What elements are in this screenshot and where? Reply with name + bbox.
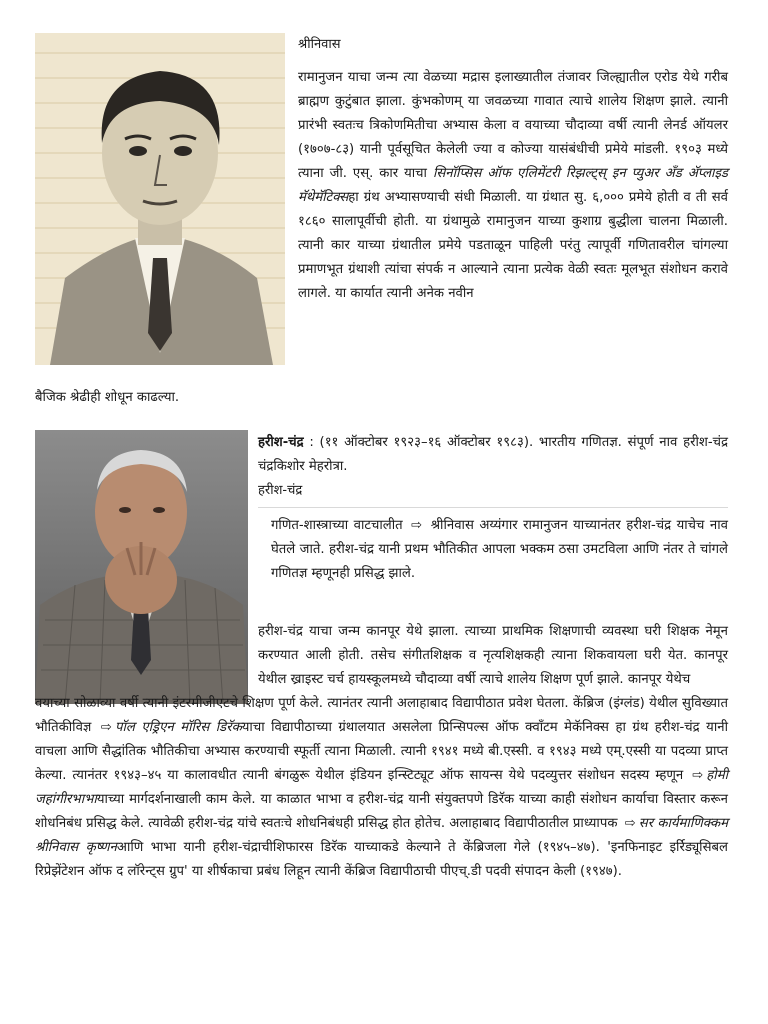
harish-chandra-header [258,431,728,479]
harish-chandra-name: हरीश-चंद्र [258,435,304,450]
bhabha-link[interactable]: होमी जहांगीरभाभा [35,768,729,807]
link-arrow-icon: ⇨ [100,720,112,735]
para-b-part2: याचा विद्यापीठाच्या ग्रंथालयात असलेला प्रिन्सिपल्स ऑफ क्वॉंटम मेकॅनिक्स हा ग्रंथ हरीश-चंद्र यानी वाचला आणि सैद्धांतिक भौतिकीचा अभ्यास करण्याची स्फूर्ती त्याना मिळाली. त्यानी १९४१ मध्ये बी.एस्सी. व १९४३ मध्ये एम्.एस्सी या पदव्या प्राप्त केल्या. त्यानंतर १९४३–४५ या कालावधीत त्यानी बंगळुरू येथील इंडियन इन्स्टिट्यूट ऑफ सायन्स येथे पदव्युत्तर संशोधन सदस्य म्हणून [35,720,728,783]
harish-chandra-photo [35,430,248,704]
intro-box [258,507,728,616]
intro-box-text [271,514,728,586]
link-arrow-icon: ⇨ [692,768,704,783]
ramanujan-link[interactable]: श्रीनिवास अय्यंगार रामानुजन [430,518,568,533]
carr-book-title: सिनॉप्सिस ऑफ एलिमेंटरी रिझल्ट्स् इन प्युअर ॲंड ॲप्लाइड मॅथेमॅटिक्स [298,166,728,205]
harish-chandra-caption: हरीश-चंद्र [258,483,303,498]
para-b-part4: आणि भाभा यानी हरीश-चंद्राचीशिफारस डिरॅक याच्याकडे केल्याने ते केंब्रिजला गेले (१९४५–४७). 'इनफिनाइट इर्रिड्यूसिबल रिप्रेझेंटेशन ऑफ द लॉरेन्ट्स ग्रुप' या शीर्षकाचा प्रबंध लिहून त्यानी केंब्रिज विद्यापीठाची पीएच्.डी पदवी संपादन केली (१९४७). [35,840,728,879]
dirac-link[interactable]: पॉल एड्रिएन मॉरिस डिरॅक [114,720,242,735]
intro-post: याच्यानंतर हरीश-चंद्र याचेच नाव घेतले जाते. हरीश-चंद्र यानी प्रथम भौतिकीत आपला भक्कम ठसा उमटविला आणि नंतर ते चांगले गणितज्ञ म्हणूनही प्रसिद्ध झाले. [271,518,728,581]
para-b-part3: याच्या मार्गदर्शनाखाली काम केले. या काळात भाभा व हरीश-चंद्र यानी संयुक्तपणे डिरॅक याच्या काही संशोधन कार्याचा विस्तार करून शोधनिबंध प्रसिद्ध केले. त्यावेळी हरीश-चंद्र यांचे स्वतःचे शोधनिबंधही प्रसिद्ध होत होतेच. अलाहाबाद विद्यापीठातील प्राध्यापक [35,792,728,831]
harish-chandra-dates: : (११ ऑक्टोबर १९२३–१६ ऑक्टोबर १९८३). भारतीय गणितज्ञ. संपूर्ण नाव हरीश-चंद्र चंद्रकिशोर मेहरोत्रा. [258,435,728,474]
harish-chandra-para-a: हरीश-चंद्र याचा जन्म कानपूर येथे झाला. त्याच्या प्राथमिक शिक्षणाची व्यवस्था घरी शिक्षक नेमून करण्यात आली होती. तसेच संगीतशिक्षक व नृत्यशिक्षकही त्याना शिकवायला घरी येत. कानपूर येथील ख्राइस्ट चर्च हायस्कूलमध्ये चौदाव्या वर्षी त्याचे शालेय शिक्षण पूर्ण झाले. कानपूर येथेच [258,624,728,687]
ramanujan-caption: श्रीनिवास [298,37,341,52]
link-arrow-icon: ⇨ [411,518,423,533]
ramanujan-body-rest: हा ग्रंथ अभ्यासण्याची संधी मिळाली. या ग्रंथात सु. ६,००० प्रमेये होती व ती सर्व १८६० सालापूर्वीची होती. या ग्रंथामुळे रामानुजन याच्या कुशाग्र बुद्धीला चालना मिळाली. त्यानी कार याच्या ग्रंथातील प्रमेये पडताळून पाहिली परंतु त्यापूर्वी गणितावरील चांगल्या प्रमाणभूत ग्रंथाशी त्यांचा संपर्क न आल्याने त्याना प्रत्येक वेळी स्वतः मूलभूत संशोधन करावे लागले. या कार्यात त्यानी अनेक नवीन [298,190,728,301]
para-b-part1: वयाच्या सोळाव्या वर्षी त्यानी इंटरमीजीएटचे शिक्षण पूर्ण केले. त्यानंतर त्यानी अलाहाबाद विद्यापीठात प्रवेश घेतला. केंब्रिज (इंग्लंड) येथील सुविख्यात भौतिकीविज्ञ [35,696,728,735]
ramanujan-body-tail: बैजिक श्रेढीही शोधून काढल्या. [35,390,180,405]
krishnan-link[interactable]: सर कार्यमाणिक्कम श्रीनिवास कृष्णन [35,816,728,855]
ramanujan-body [298,66,728,306]
harish-chandra-para-b [35,692,728,884]
link-arrow-icon: ⇨ [624,816,636,831]
ramanujan-portrait [35,33,285,365]
intro-pre: गणित-शास्त्राच्या वाटचालीत [271,518,403,533]
ramanujan-intro-text: रामानुजन याचा जन्म त्या वेळच्या मद्रास इलाख्यातील तंजावर जिल्ह्यातील एरोड येथे गरीब ब्राह्मण कुटुंबात झाला. कुंभकोणम् या जवळच्या गावात त्याचे शालेय शिक्षण झाले. त्यानी प्रारंभी स्वतःच त्रिकोणमितीचा अभ्यास केला व वयाच्या चौदाव्या वर्षी त्यानी लेनर्ड ऑयलर (१७०७-८३) यानी पूर्वसूचित केलेली ज्या व कोज्या यासंबंधीची प्रमेये मांडली. १९०३ मध्ये त्याना जी. एस्. कार याचा [298,70,728,181]
